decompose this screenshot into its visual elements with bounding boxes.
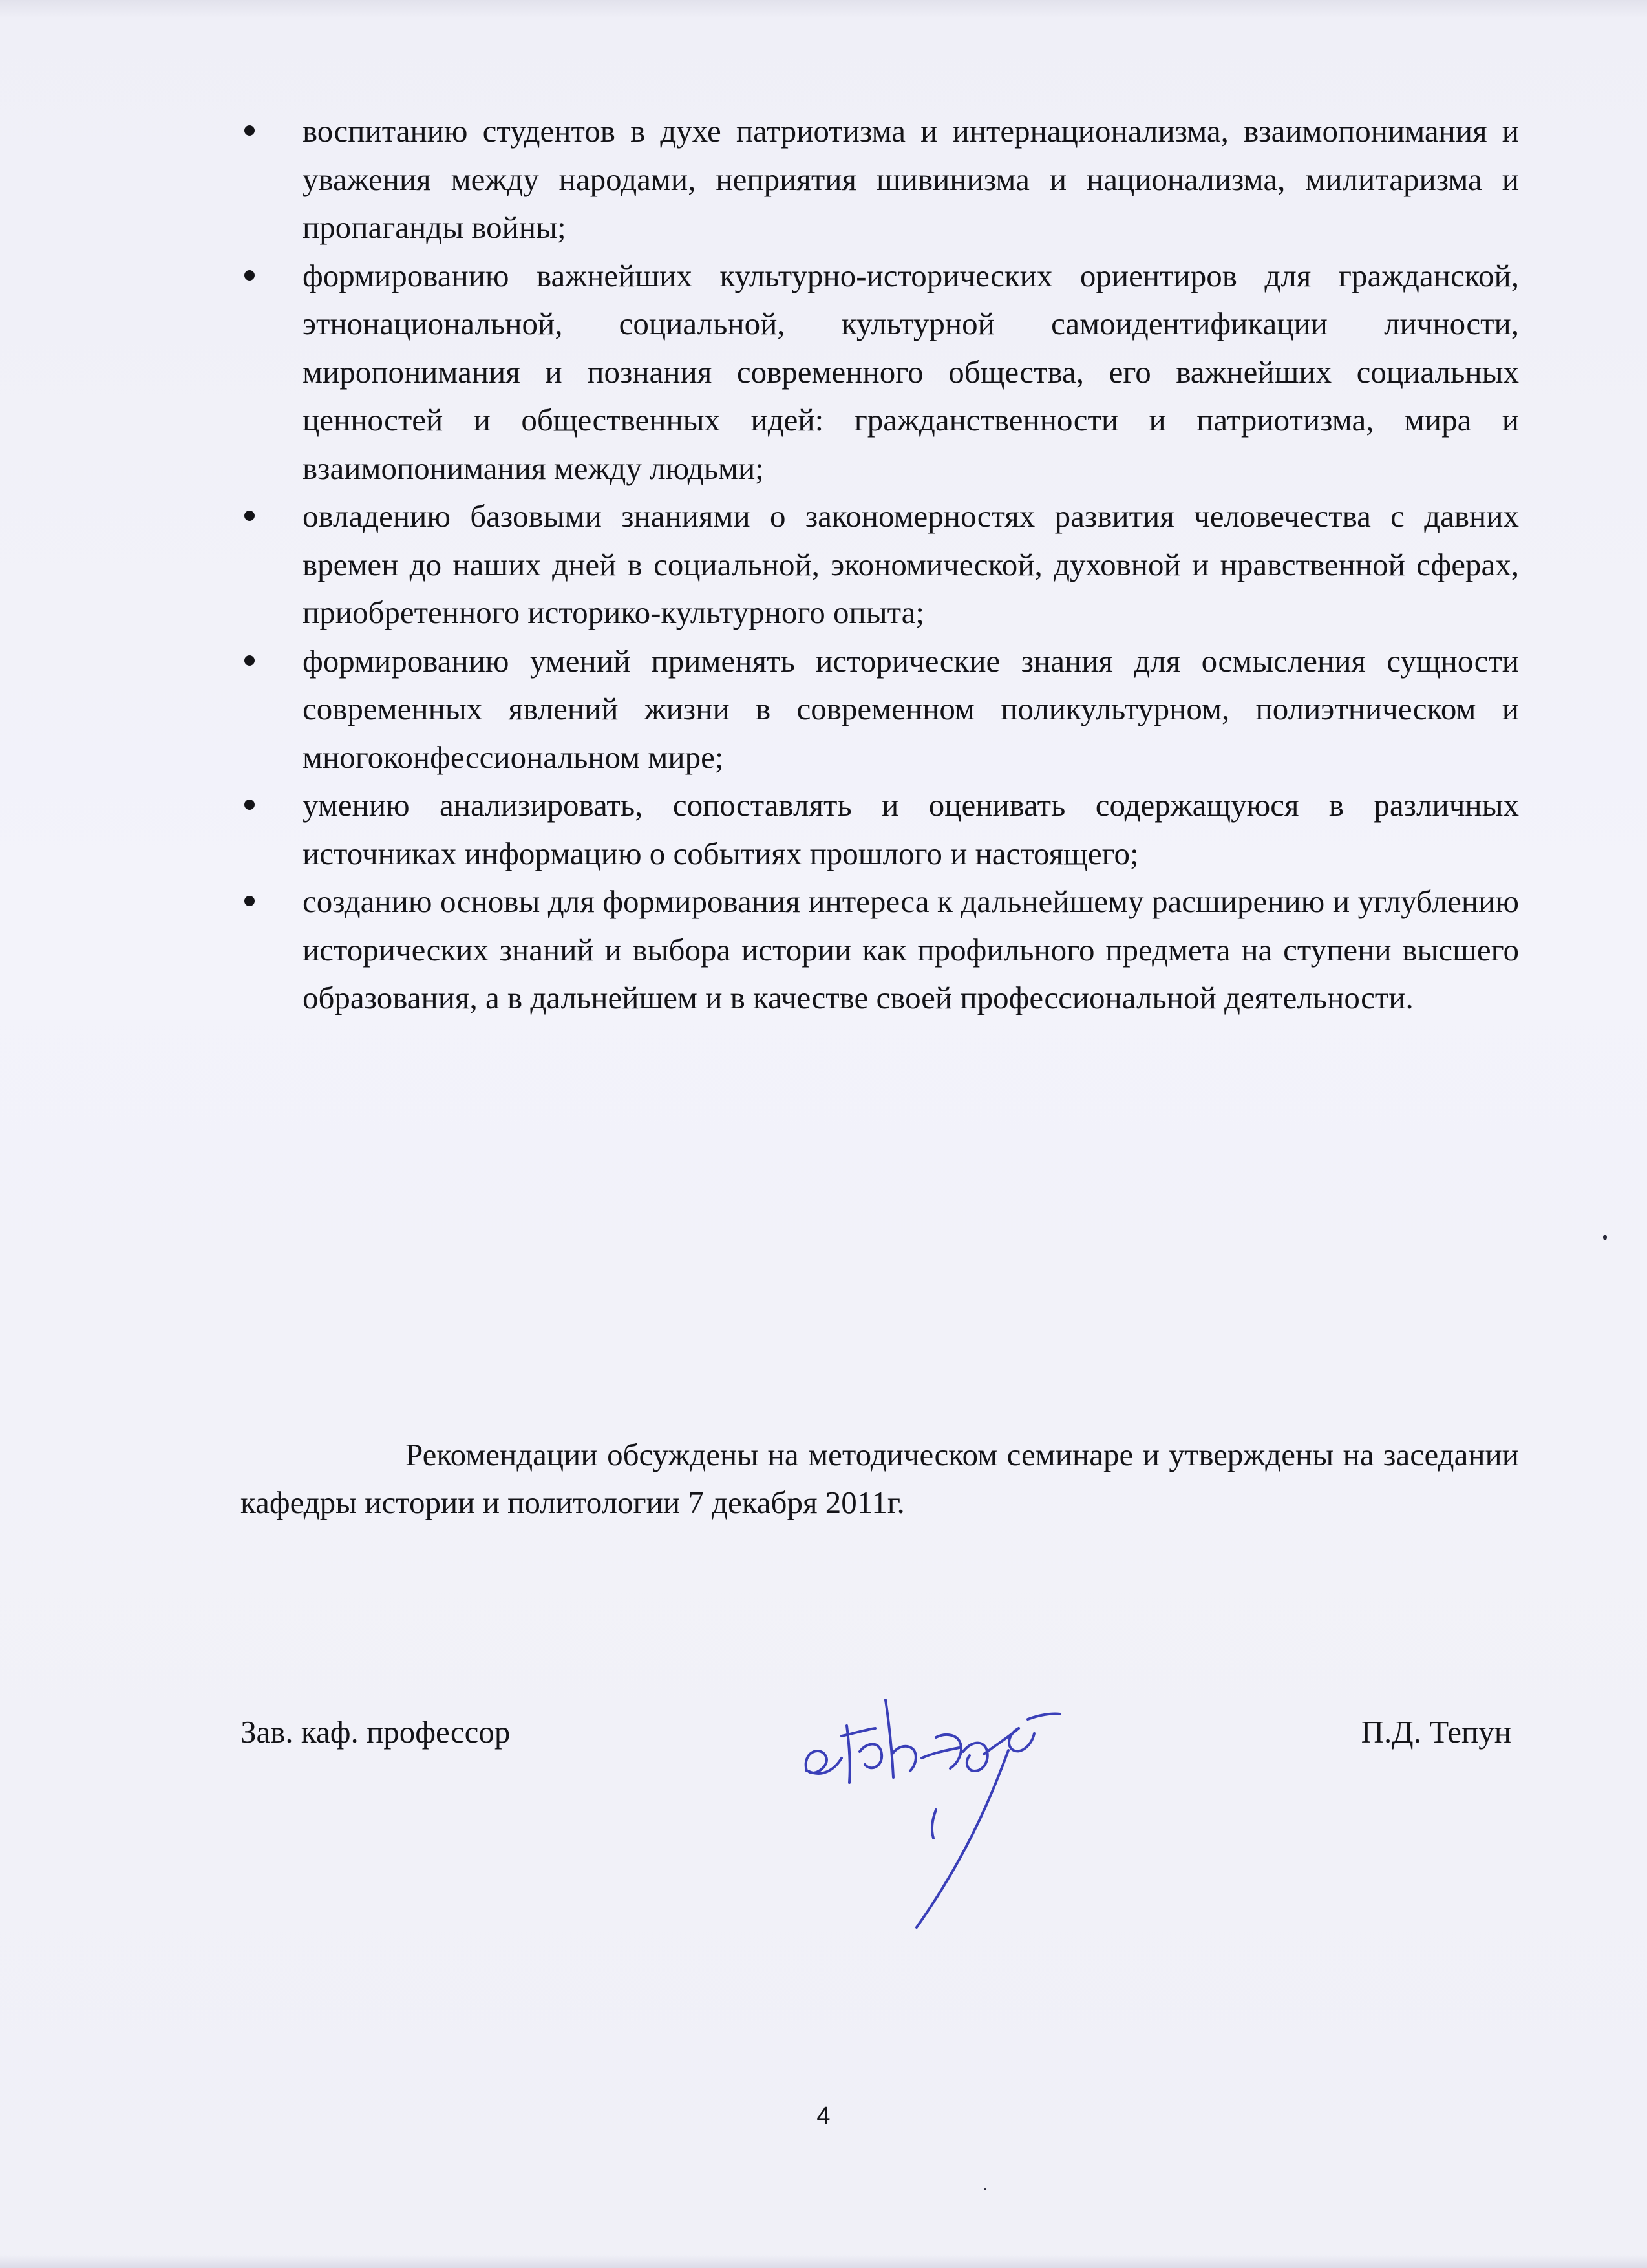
list-item-text: воспитанию студентов в духе патриотизма и интернационализма, взаимопонимания и уважения между народами, неприятия шивинизма и национализма, милитаризма и пропаганды войны; xyxy=(303,113,1519,245)
list-item xyxy=(240,878,1519,1023)
list-item-text: формированию умений применять исторические знания для осмысления сущности современных явлений жизни в современном поликультурном, полиэтническом и многоконфессиональном мире; xyxy=(303,642,1519,775)
list-item xyxy=(240,252,1519,493)
handwritten-signature xyxy=(795,1674,1079,1933)
bullet-list xyxy=(240,107,1519,1023)
signatory-name: П.Д. Тепун xyxy=(1361,1714,1511,1750)
scan-speck xyxy=(984,2188,986,2190)
list-item xyxy=(240,781,1519,878)
list-item-text: созданию основы для формирования интереса к дальнейшему расширению и углублению исторических знаний и выбора истории как профильного предмета на ступени высшего образования, а в дальнейшем и в качестве своей профессиональной деятельности. xyxy=(303,884,1519,1015)
list-item xyxy=(240,493,1519,637)
list-item-text: умению анализировать, сопоставлять и оценивать содержащуюся в различных источниках информацию о событиях прошлого и настоящего; xyxy=(303,787,1519,871)
list-item-text: формированию важнейших культурно-исторических ориентиров для гражданской, этнонациональной, социальной, культурной самоидентификации личности, миропонимания и познания современного общества, его важнейших социальных ценностей и общественных идей: гражданственности и патриотизма, мира и взаимопонимания между людьми; xyxy=(303,257,1519,486)
bullet-icon xyxy=(244,270,255,281)
bullet-icon xyxy=(244,655,255,666)
bullet-icon xyxy=(244,125,255,136)
scan-edge-bottom xyxy=(0,2255,1647,2268)
signatory-position: Зав. каф. профессор xyxy=(240,1714,511,1750)
list-item xyxy=(240,107,1519,252)
approval-note: Рекомендации обсуждены на методическом семинаре и утверждены на заседании кафедры истории и политологии 7 декабря 2011г. xyxy=(240,1437,1519,1520)
list-item-text: овладению базовыми знаниями о закономерностях развития человечества с давних времен до наших дней в социальной, экономической, духовной и нравственной сферах, приобретенного историко-культурного опыта; xyxy=(303,498,1519,630)
page-number: 4 xyxy=(816,2103,831,2130)
bullet-icon xyxy=(244,511,255,521)
scan-edge-top xyxy=(0,0,1647,18)
scan-speck xyxy=(1603,1235,1607,1240)
bullet-icon xyxy=(244,896,255,906)
list-item xyxy=(240,637,1519,782)
bullet-icon xyxy=(244,800,255,810)
